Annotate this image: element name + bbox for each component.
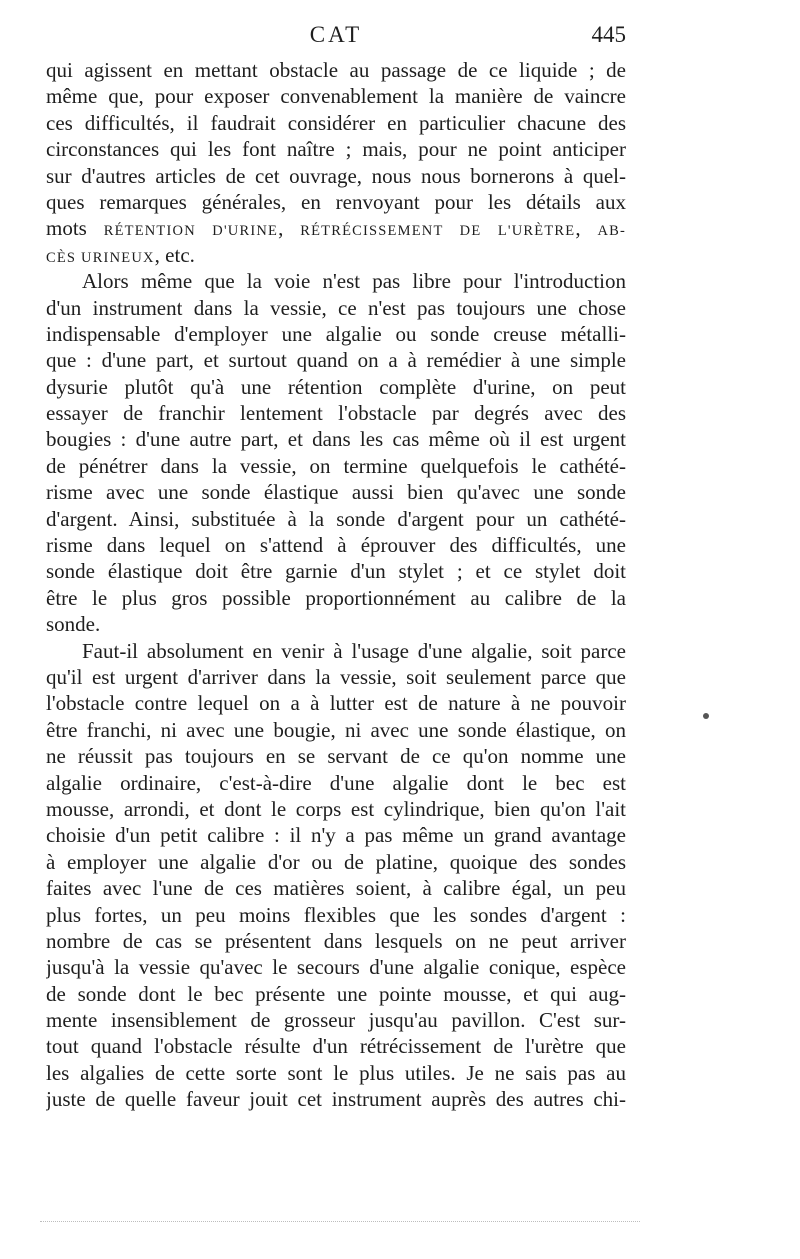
text-segment: , bbox=[575, 216, 598, 241]
text-segment: , etc. bbox=[154, 242, 195, 267]
text-line: d'argent. Ainsi, substituée à la sonde d'argent pour un cathété- bbox=[46, 506, 626, 531]
text-line: mousse, arrondi, et dont le corps est cylindrique, bien qu'on l'ait bbox=[46, 796, 626, 821]
text-line: juste de quelle faveur jouit cet instrument auprès des autres chi- bbox=[46, 1087, 626, 1112]
text-segment: mots bbox=[46, 216, 104, 241]
text-line: l'obstacle contre lequel on a à lutter est de nature à ne pouvoir bbox=[46, 691, 626, 716]
text-line: tout quand l'obstacle résulte d'un rétrécissement de l'urètre que bbox=[46, 1034, 626, 1059]
text-line: algalie ordinaire, c'est-à-dire d'une algalie dont le bec est bbox=[46, 770, 626, 795]
text-line: être franchi, ni avec une bougie, ni avec une sonde élastique, on bbox=[46, 717, 626, 742]
text-line: jusqu'à la vessie qu'avec le secours d'une algalie conique, espèce bbox=[46, 955, 626, 980]
text-line: ques remarques générales, en renvoyant pour les détails aux bbox=[46, 189, 626, 214]
text-line: même que, pour exposer convenablement la manière de vaincre bbox=[46, 84, 626, 109]
text-line: qui agissent en mettant obstacle au passage de ce liquide ; de bbox=[46, 58, 626, 82]
small-caps-term: RÉTRÉCISSEMENT DE L'URÈTRE bbox=[300, 223, 576, 240]
body-text bbox=[46, 57, 626, 1113]
text-line: ces difficultés, il faudrait considérer en particulier chacune des bbox=[46, 110, 626, 135]
text-line: à employer une algalie d'or ou de platine, quoique des sondes bbox=[46, 849, 626, 874]
text-line: nombre de cas se présentent dans lesquels on ne peut arriver bbox=[46, 928, 626, 953]
text-line: les algalies de cette sorte sont le plus utiles. Je ne sais pas au bbox=[46, 1060, 626, 1085]
text-line: indispensable d'employer une algalie ou sonde creuse métalli- bbox=[46, 321, 626, 346]
text-line: de sonde dont le bec présente une pointe mousse, et qui aug- bbox=[46, 981, 626, 1006]
text-line: Alors même que la voie n'est pas libre pour l'introduction bbox=[82, 269, 626, 294]
text-line: choisie d'un petit calibre : il n'y a pas même un grand avantage bbox=[46, 823, 626, 848]
text-line: circonstances qui les font naître ; mais, pour ne point anticiper bbox=[46, 137, 626, 162]
running-head: CAT bbox=[309, 22, 363, 47]
text-line: Faut-il absolument en venir à l'usage d'une algalie, soit parce bbox=[82, 638, 626, 663]
page-header bbox=[46, 22, 626, 52]
bottom-dotted-rule bbox=[40, 1221, 640, 1222]
small-caps-term: RÉTENTION D'URINE bbox=[103, 223, 279, 240]
text-line: de pénétrer dans la vessie, on termine quelquefois le cathété- bbox=[46, 453, 626, 478]
text-line: risme avec une sonde élastique aussi bien qu'avec une sonde bbox=[46, 480, 626, 505]
text-line: dysurie plutôt qu'à une rétention complète d'urine, on peut bbox=[46, 374, 626, 399]
text-line: être le plus gros possible proportionnément au calibre de la bbox=[46, 585, 626, 610]
text-line: plus fortes, un peu moins flexibles que les sondes d'argent : bbox=[46, 902, 626, 927]
text-line: mente insensiblement de grosseur jusqu'au pavillon. C'est sur- bbox=[46, 1008, 626, 1033]
text-line: ne réussit pas toujours en se servant de ce qu'on nomme une bbox=[46, 744, 626, 769]
text-line: risme dans lequel on s'attend à éprouver des difficultés, une bbox=[46, 533, 626, 558]
text-line: d'un instrument dans la vessie, ce n'est pas toujours une chose bbox=[46, 295, 626, 320]
text-line: sonde. bbox=[46, 612, 101, 637]
text-line: qu'il est urgent d'arriver dans la vessie, soit seulement parce que bbox=[46, 664, 626, 689]
text-segment: , bbox=[278, 216, 301, 241]
text-line: que : d'une part, et surtout quand on a à remédier à une simple bbox=[46, 348, 626, 373]
text-line: essayer de franchir lentement l'obstacle par degrés avec des bbox=[46, 401, 626, 426]
text-line: faites avec l'une de ces matières soient, à calibre égal, un peu bbox=[46, 876, 626, 901]
text-line: sur d'autres articles de cet ouvrage, nous nous bornerons à quel- bbox=[46, 163, 626, 188]
text-line: bougies : d'une autre part, et dans les cas même où il est urgent bbox=[46, 427, 626, 452]
page-number: 445 bbox=[591, 22, 626, 47]
text-line bbox=[46, 242, 626, 268]
small-caps-term: CÈS URINEUX bbox=[46, 249, 155, 266]
margin-ink-dot bbox=[703, 713, 709, 719]
small-caps-term: AB- bbox=[597, 223, 626, 240]
text-line bbox=[46, 215, 626, 241]
text-line: sonde élastique doit être garnie d'un stylet ; et ce stylet doit bbox=[46, 559, 626, 584]
